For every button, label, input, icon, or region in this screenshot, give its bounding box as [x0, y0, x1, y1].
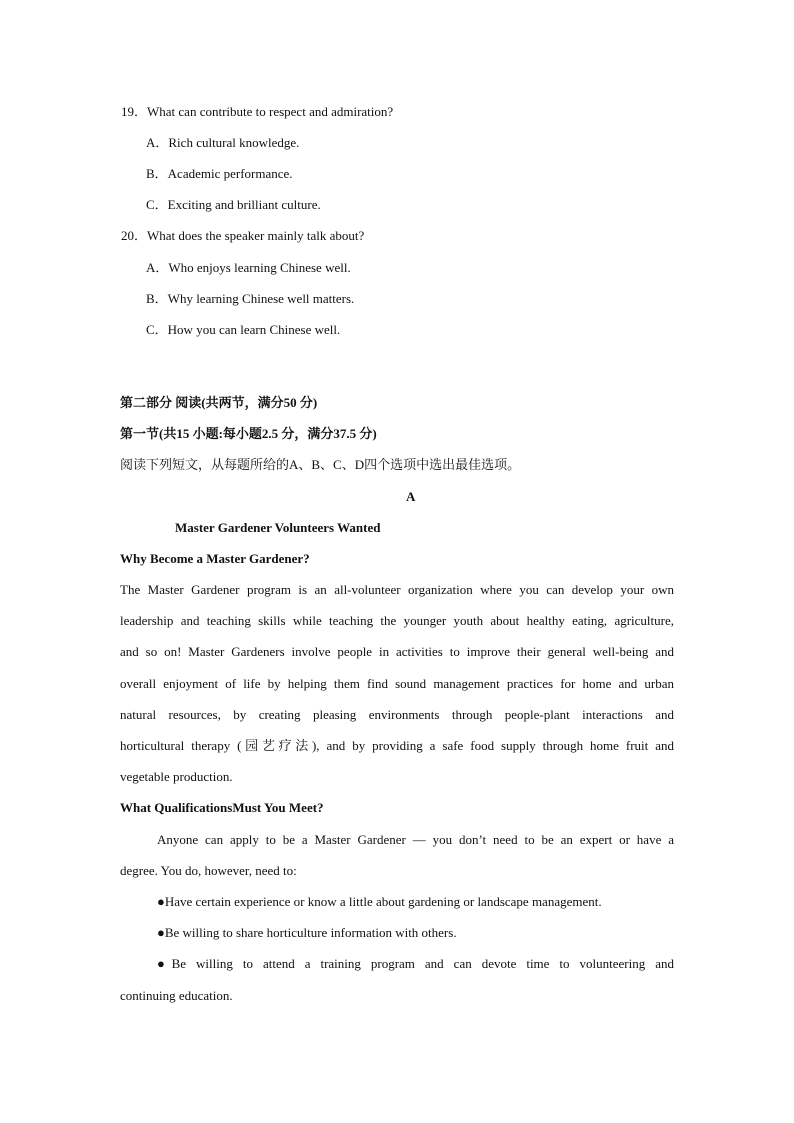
question-20-option-a: A．Who enjoys learning Chinese well. [146, 260, 351, 275]
paragraph-line: Anyone can apply to be a Master Gardener — you don’t need to be an expert or have a [157, 832, 674, 847]
question-19-stem: 19．What can contribute to respect and admiration? [121, 104, 394, 119]
part-heading: 第二部分 阅读(共两节，满分50 分) [120, 395, 318, 410]
passage-heading-qualifications: What QualificationsMust You Meet? [120, 800, 324, 815]
bullet-item: ●Be willing to attend a training program and can devote time to volunteering and [157, 956, 674, 971]
passage-title: Master Gardener Volunteers Wanted [175, 520, 381, 535]
paragraph-line: overall enjoyment of life by helping them find sound management practices for home and urban [120, 676, 674, 691]
paragraph-line: degree. You do, however, need to: [120, 863, 297, 878]
paragraph-line: horticultural therapy (园艺疗法), and by providing a safe food supply through home fruit and [120, 738, 674, 753]
bullet-item: ●Have certain experience or know a little about gardening or landscape management. [157, 894, 602, 909]
passage-heading-why: Why Become a Master Gardener? [120, 551, 310, 566]
bullet-item: ●Be willing to share horticulture information with others. [157, 925, 457, 940]
question-20-option-b: B．Why learning Chinese well matters. [146, 291, 355, 306]
question-19-option-c: C．Exciting and brilliant culture. [146, 197, 321, 212]
paragraph-line: The Master Gardener program is an all-volunteer organization where you can develop your own [120, 582, 674, 597]
paragraph-line: vegetable production. [120, 769, 233, 784]
question-20-stem: 20．What does the speaker mainly talk about? [121, 228, 365, 243]
paragraph-line: leadership and teaching skills while teaching the younger youth about healthy eating, agriculture, [120, 613, 674, 628]
question-20-option-c: C．How you can learn Chinese well. [146, 322, 341, 337]
question-19-option-b: B．Academic performance. [146, 166, 293, 181]
subsection-heading: 第一节(共15 小题:每小题2.5 分，满分37.5 分) [120, 426, 377, 441]
section-instruction: 阅读下列短文，从每题所给的A、B、C、D四个选项中选出最佳选项。 [120, 457, 521, 472]
passage-letter: A [406, 489, 416, 504]
paragraph-line: and so on! Master Gardeners involve people in activities to improve their general well-being and [120, 644, 674, 659]
paragraph-line: natural resources, by creating pleasing environments through people-plant interactions and [120, 707, 674, 722]
question-19-option-a: A．Rich cultural knowledge. [146, 135, 300, 150]
bullet-item-continuation: continuing education. [120, 988, 233, 1003]
